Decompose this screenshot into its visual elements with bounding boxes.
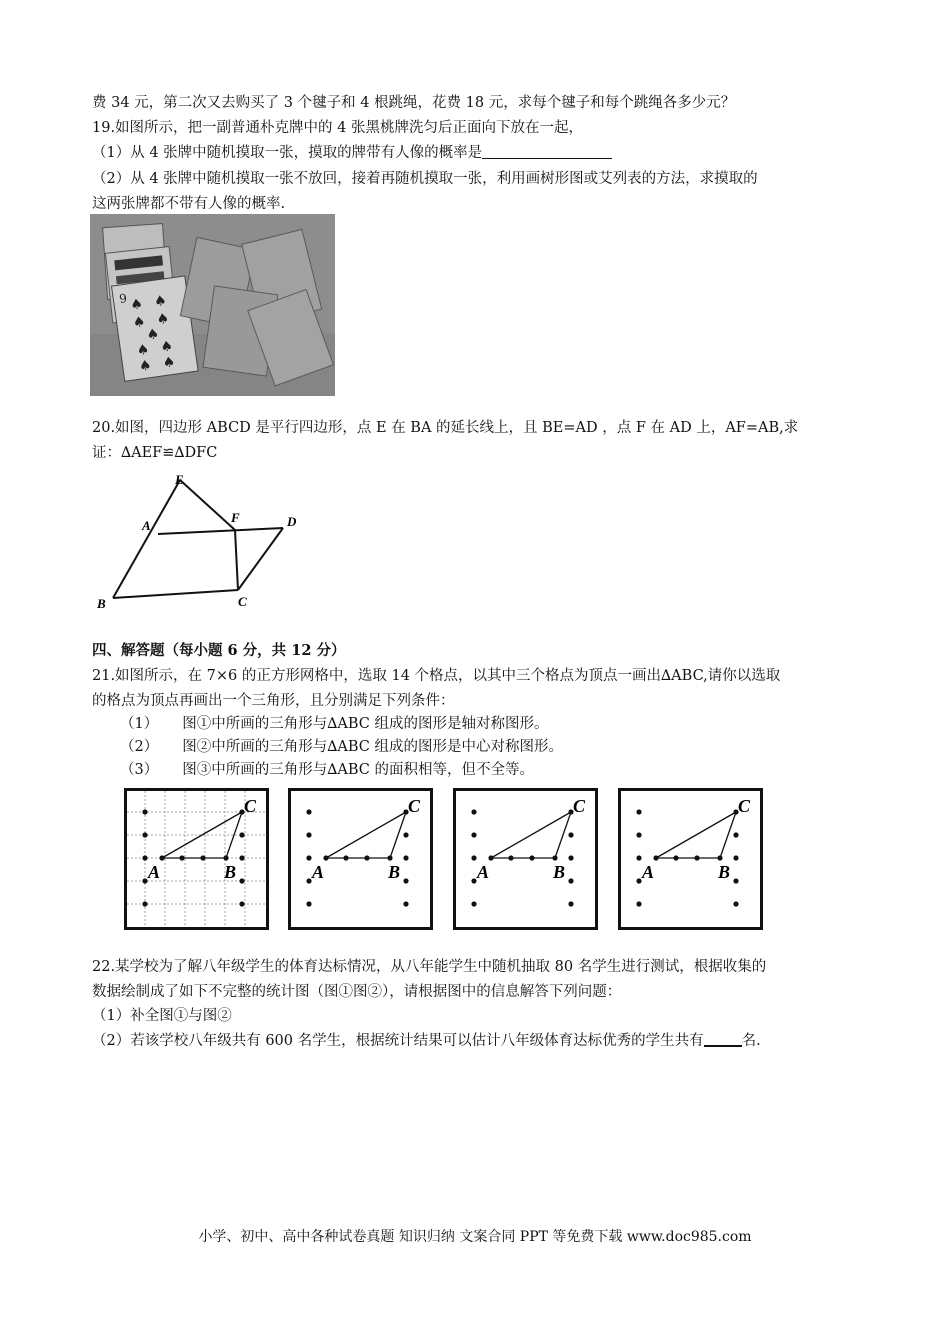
- section-heading: 四、解答题（每小题 6 分，共 12 分）: [92, 642, 346, 659]
- svg-text:♠: ♠: [137, 357, 153, 376]
- grid-figure-4: [618, 788, 763, 930]
- page-footer: 小学、初中、高中各种试卷真题 知识归纳 文案合同 PPT 等免费下载 www.doc985.com: [198, 1229, 752, 1245]
- label-a: A: [142, 518, 151, 533]
- q22-part1: （1）补全图①与图②: [92, 1008, 232, 1024]
- q19-part1-text: （1）从 4 张牌中随机摸取一张，摸取的牌带有人像的概率是: [92, 145, 483, 161]
- svg-text:♠: ♠: [131, 313, 147, 332]
- q21-item-1-num: （1）: [120, 716, 159, 732]
- svg-text:♠: ♠: [135, 341, 151, 360]
- grid3-label-b: B: [553, 862, 566, 882]
- q21-line2: 的格点为顶点再画出一个三角形，且分别满足下列条件：: [92, 693, 455, 709]
- q21-item-1: [120, 714, 548, 734]
- svg-text:♠: ♠: [153, 292, 168, 311]
- grid3-label-c: C: [573, 796, 586, 816]
- grid2-label-b: B: [388, 862, 401, 882]
- q21-item-2-text: 图②中所画的三角形与∆ABC 组成的图形是中心对称图形。: [182, 739, 563, 755]
- q21-item-2-num: （2）: [120, 739, 159, 755]
- parallelogram-figure: [90, 470, 320, 615]
- q22-part2-text: （2）若该学校八年级共有 600 名学生，根据统计结果可以估计八年级体育达标优秀的学生共有: [92, 1033, 704, 1049]
- playing-cards-photo: [90, 214, 335, 396]
- grid-figure-1: [124, 788, 269, 930]
- grid1-label-a: A: [148, 862, 161, 882]
- q18-tail-text: 费 34 元，第二次又去购买了 3 个毽子和 4 根跳绳，花费 18 元，求每个毽子和每个跳绳各多少元？: [92, 95, 736, 111]
- q22-line2: 数据绘制成了如下不完整的统计图（图①图②），请根据图中的信息解答下列问题：: [92, 984, 622, 1000]
- grid-figure-2: [288, 788, 433, 930]
- svg-text:♠: ♠: [129, 296, 144, 314]
- grid4-label-a: A: [642, 862, 655, 882]
- playing-cards-illustration: [90, 214, 335, 396]
- grid1-label-c: C: [244, 796, 257, 816]
- q19-part2-line2: 这两张牌都不带有人像的概率.: [92, 196, 286, 212]
- q22-part2: [92, 1031, 761, 1051]
- label-c: C: [238, 594, 247, 609]
- label-b: B: [97, 596, 106, 611]
- svg-text:♠: ♠: [159, 338, 175, 356]
- q21-item-1-text: 图①中所画的三角形与∆ABC 组成的图形是轴对称图形。: [182, 716, 549, 732]
- grid1-label-b: B: [224, 862, 237, 882]
- segment-fc: [235, 530, 238, 590]
- label-d: D: [287, 514, 297, 529]
- grid-figure-3: [453, 788, 598, 930]
- segment-dc: [238, 528, 283, 590]
- segment-ef: [180, 480, 235, 530]
- answer-blank: [704, 1031, 742, 1047]
- label-e: E: [175, 472, 184, 487]
- q19-part1: [92, 143, 612, 163]
- answer-blank: [482, 144, 612, 159]
- grid4-label-b: B: [718, 862, 731, 882]
- grid2-label-c: C: [408, 796, 421, 816]
- svg-text:♠: ♠: [155, 310, 171, 329]
- label-f: F: [231, 510, 240, 525]
- segment-be: [113, 480, 180, 598]
- svg-text:♠: ♠: [161, 354, 177, 372]
- q19-stem: 19.如图所示，把一副普通朴克牌中的 4 张黑桃牌洗匀后正面向下放在一起，: [92, 120, 584, 136]
- grid2-label-a: A: [312, 862, 325, 882]
- svg-text:♠: ♠: [145, 326, 161, 344]
- grid3-label-a: A: [477, 862, 490, 882]
- svg-text:9: 9: [118, 291, 128, 307]
- grid4-label-c: C: [738, 796, 751, 816]
- q21-item-3: [120, 760, 534, 780]
- q21-line1: 21.如图所示，在 7×6 的正方形网格中，选取 14 个格点，以其中三个格点为顶点一画出∆ABC,请你以选取: [92, 668, 781, 684]
- segment-bc: [113, 590, 238, 598]
- q19-part2-line1: （2）从 4 张牌中随机摸取一张不放回，接着再随机摸取一张，利用画树形图或艾列表的方法，求摸取的: [92, 171, 758, 187]
- q21-item-3-num: （3）: [120, 762, 159, 778]
- q21-item-2: [120, 737, 563, 757]
- q21-item-3-text: 图③中所画的三角形与∆ABC 的面积相等，但不全等。: [182, 762, 534, 778]
- q22-part2-unit: 名.: [741, 1033, 761, 1049]
- q22-line1: 22.某学校为了解八年级学生的体育达标情况，从八年能学生中随机抽取 80 名学生进行测试，根据收集的: [92, 959, 767, 975]
- segment-ad: [158, 528, 283, 534]
- q20-line1: 20.如图，四边形 ABCD 是平行四边形，点 E 在 BA 的延长线上，且 BE=AD ，点 F 在 AD 上，AF=AB,求: [92, 420, 799, 436]
- q20-line2: 证：∆AEF≌∆DFC: [92, 445, 218, 461]
